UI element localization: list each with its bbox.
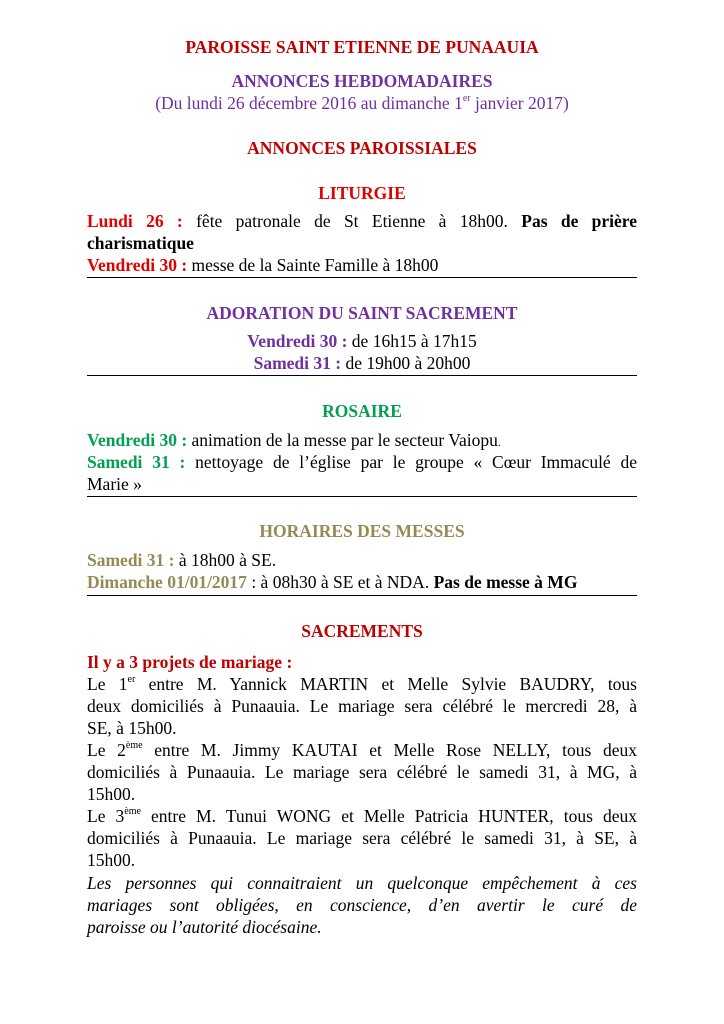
- mariage-3-text: entre M. Tunui WONG et Melle Patricia HUNTER, tous deux: [140, 806, 637, 826]
- mariage-intro: Il y a 3 projets de mariage :: [87, 652, 293, 672]
- mariage-2-text: entre M. Jimmy KAUTAI et Melle Rose NELLY, tous deux: [142, 740, 637, 760]
- liturgie-line-1-cont: charismatique: [87, 233, 194, 253]
- horaires-day-2: Dimanche 01/01/2017: [87, 572, 247, 592]
- section-title: ANNONCES PAROISSIALES: [247, 138, 477, 158]
- dates-ordinal: er: [462, 93, 471, 105]
- mariage-2-prefix: Le 2: [87, 740, 126, 760]
- liturgie-day-2: Vendredi 30 :: [87, 255, 188, 275]
- rosaire-period: .: [497, 435, 501, 449]
- adoration-text-2: de 19h00 à 20h00: [345, 353, 471, 373]
- mariage-note-1: Les personnes qui connaitraient un quelconque empêchement à ces: [87, 873, 637, 893]
- mariage-3-ordinal: ème: [124, 806, 141, 818]
- horaires-bold-2: Pas de messe à MG: [433, 572, 578, 592]
- sacrements-heading: SACREMENTS: [301, 621, 423, 641]
- rosaire-line-2-cont: Marie »: [87, 474, 142, 494]
- mariage-3-prefix: Le 3: [87, 806, 125, 826]
- horaires-heading: HORAIRES DES MESSES: [259, 521, 465, 541]
- dates-start: (Du lundi 26 décembre 2016 au dimanche 1: [155, 93, 463, 113]
- mariage-1-ordinal: er: [127, 674, 136, 686]
- liturgie-day-1: Lundi 26 :: [87, 211, 183, 231]
- bulletin-subtitle: ANNONCES HEBDOMADAIRES: [231, 71, 493, 91]
- mariage-2-line-1: [87, 739, 637, 761]
- mariage-1-line-2: deux domiciliés à Punaauia. Le mariage sera célébré le mercredi 28, à: [87, 696, 637, 716]
- divider: [87, 375, 637, 376]
- adoration-day-2: Samedi 31 :: [253, 353, 342, 373]
- horaires-line-1: [87, 549, 276, 571]
- mariage-note-line-3: [87, 916, 322, 938]
- mariage-note-line-2: [87, 894, 637, 916]
- liturgie-line-1: [87, 210, 637, 232]
- dates-end: janvier 2017): [470, 93, 569, 113]
- adoration-line-1: [0, 330, 724, 352]
- rosaire-text-1: animation de la messe par le secteur Vaiopu: [191, 430, 498, 450]
- liturgie-line-2: [87, 254, 438, 276]
- mariage-3-line-2: domiciliés à Punaauia. Le mariage sera célébré le samedi 31, à SE, à: [87, 828, 637, 848]
- horaires-text-2: : à 08h30 à SE et à NDA.: [251, 572, 430, 592]
- rosaire-day-2: Samedi 31 :: [87, 452, 186, 472]
- mariage-2-ordinal: ème: [125, 740, 143, 752]
- adoration-day-1: Vendredi 30 :: [247, 331, 348, 351]
- adoration-text-1: de 16h15 à 17h15: [351, 331, 477, 351]
- rosaire-line-2: [87, 451, 637, 473]
- horaires-text-1: à 18h00 à SE.: [178, 550, 277, 570]
- mariage-1-prefix: Le 1: [87, 674, 128, 694]
- divider: [87, 277, 637, 278]
- rosaire-day-1: Vendredi 30 :: [87, 430, 188, 450]
- horaires-line-2: [87, 571, 577, 593]
- divider: [87, 496, 637, 497]
- liturgie-text-2: messe de la Sainte Famille à 18h00: [191, 255, 439, 275]
- adoration-heading: ADORATION DU SAINT SACREMENT: [206, 303, 518, 323]
- liturgie-bold-1: Pas de prière: [521, 211, 638, 231]
- mariage-1-line-3: SE, à 15h00.: [87, 718, 177, 738]
- liturgie-text-1: fête patronale de St Etienne à 18h00.: [196, 211, 508, 231]
- parish-title: PAROISSE SAINT ETIENNE DE PUNAAUIA: [185, 37, 539, 57]
- mariage-note-line-1: [87, 872, 637, 894]
- liturgie-heading: LITURGIE: [318, 183, 406, 203]
- mariage-1-text: entre M. Yannick MARTIN et Melle Sylvie BAUDRY, tous: [135, 674, 637, 694]
- mariage-3-line-1: [87, 805, 637, 827]
- bulletin-dates: [0, 92, 724, 114]
- adoration-line-2: [0, 352, 724, 374]
- divider: [87, 595, 637, 596]
- mariage-note-3: paroisse ou l’autorité diocésaine.: [87, 917, 322, 937]
- mariage-3-line-3: 15h00.: [87, 850, 136, 870]
- rosaire-line-1: [87, 429, 501, 453]
- rosaire-text-2: nettoyage de l’église par le groupe « Cœur Immaculé de: [195, 452, 638, 472]
- mariage-note-2: mariages sont obligées, en conscience, d’en avertir le curé de: [87, 895, 637, 915]
- mariage-2-line-3: 15h00.: [87, 784, 136, 804]
- mariage-1-line-1: [87, 673, 637, 695]
- rosaire-heading: ROSAIRE: [322, 401, 402, 421]
- mariage-2-line-2: domiciliés à Punaauia. Le mariage sera célébré le samedi 31, à MG, à: [87, 762, 637, 782]
- horaires-day-1: Samedi 31 :: [87, 550, 175, 570]
